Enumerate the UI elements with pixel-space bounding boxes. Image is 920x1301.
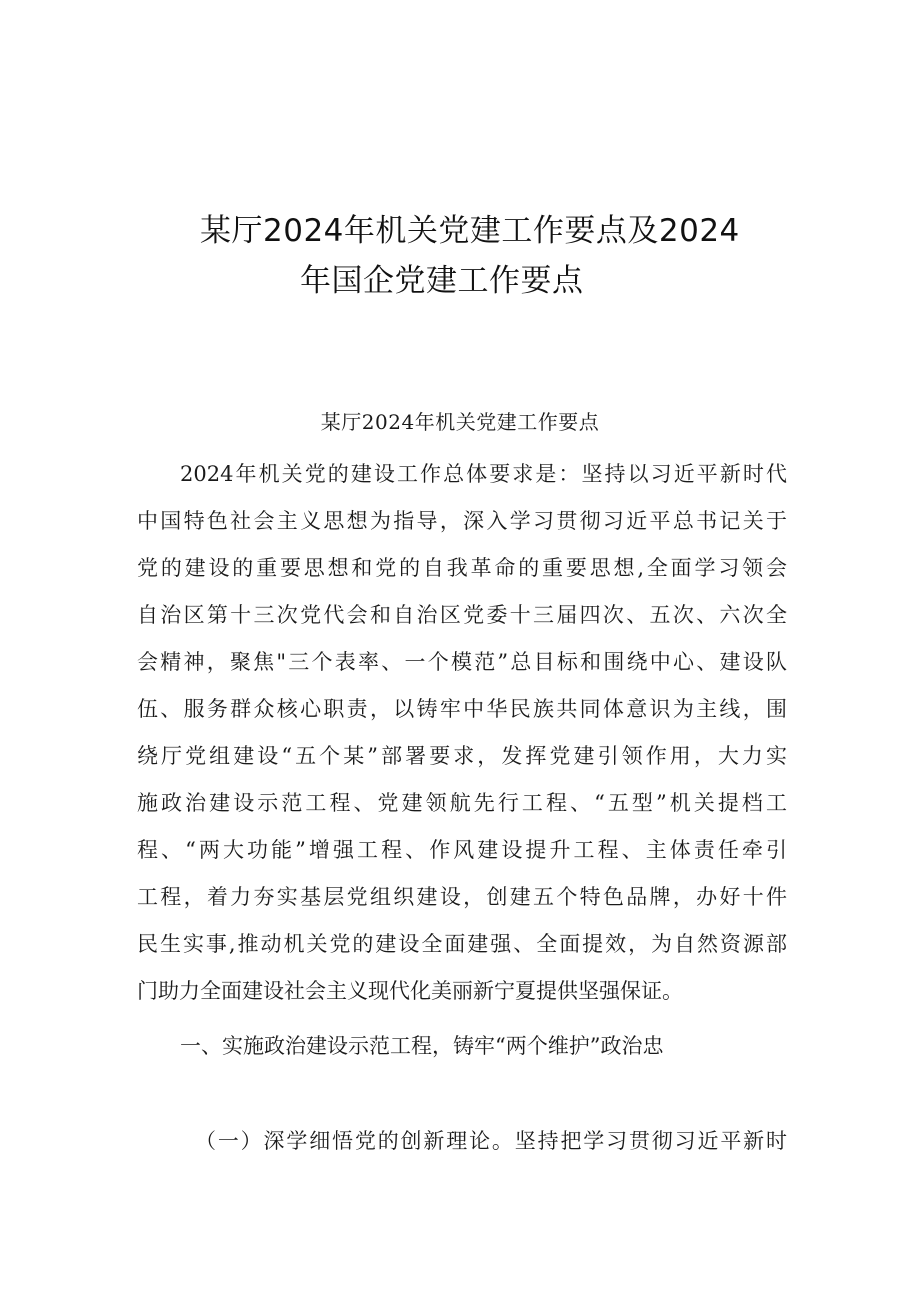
paragraph-line: 绕厅党组建设“五个某”部署要求，发挥党建引领作用，大力实 — [137, 744, 787, 768]
document-title-line-1: 某厅2024年机关党建工作要点及2024 — [200, 213, 740, 249]
section-subheading: 某厅2024年机关党建工作要点 — [320, 410, 600, 434]
paragraph-line: 伍、服务群众核心职责，以铸牢中华民族共同体意识为主线，围 — [137, 697, 787, 721]
paragraph-line: 程、“两大功能”增强工程、作风建设提升工程、主体责任牵引 — [137, 838, 787, 862]
paragraph-line: 党的建设的重要思想和党的自我革命的重要思想,全面学习领会 — [137, 556, 787, 580]
paragraph-line: 中国特色社会主义思想为指导，深入学习贯彻习近平总书记关于 — [137, 509, 787, 533]
sub-section-heading: （一）深学细悟党的创新理论。坚持把学习贯彻习近平新时 — [195, 1129, 787, 1153]
paragraph-line: 施政治建设示范工程、党建领航先行工程、“五型”机关提档工 — [137, 791, 787, 815]
paragraph-line: 2024年机关党的建设工作总体要求是：坚持以习近平新时代 — [180, 462, 787, 486]
paragraph-line: 会精神，聚焦"三个表率、一个模范”总目标和围绕中心、建设队 — [137, 650, 787, 674]
paragraph-line: 工程，着力夯实基层党组织建设，创建五个特色品牌，办好十件 — [137, 885, 787, 909]
section-heading: 一、实施政治建设示范工程，铸牢“两个维护”政治忠 — [180, 1034, 664, 1058]
paragraph-line: 自治区第十三次党代会和自治区党委十三届四次、五次、六次全 — [137, 603, 787, 627]
paragraph-line: 门助力全面建设社会主义现代化美丽新宁夏提供坚强保证。 — [137, 979, 683, 1003]
document-title-line-2: 年国企党建工作要点 — [300, 263, 584, 299]
paragraph-line: 民生实事,推动机关党的建设全面建强、全面提效，为自然资源部 — [137, 932, 787, 956]
